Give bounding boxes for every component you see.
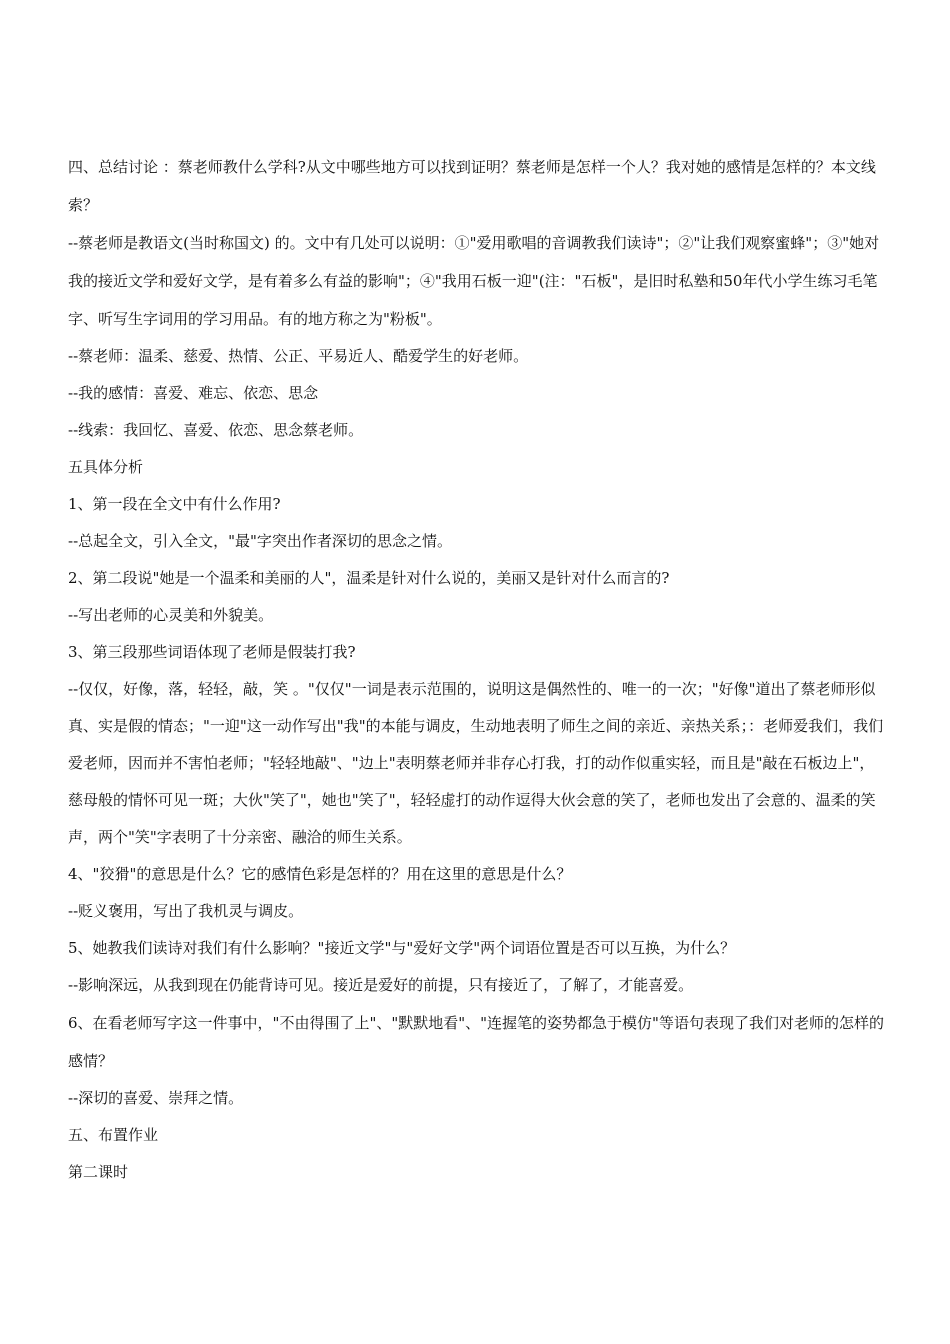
question-4: 4、"狡猾"的意思是什么？它的感情色彩是怎样的？用在这里的意思是什么？ (68, 865, 572, 883)
answer-5: --影响深远，从我到现在仍能背诗可见。接近是爱好的前提，只有接近了，了解了，才能喜爱。 (68, 976, 694, 994)
question-3: 3、第三段那些词语体现了老师是假装打我? (68, 643, 356, 661)
section-heading-homework: 五、布置作业 (68, 1126, 159, 1144)
answer-2: --写出老师的心灵美和外貌美。 (68, 606, 274, 624)
answer-4: --贬义褒用，写出了我机灵与调皮。 (68, 902, 304, 920)
answer-1: --总起全文，引入全文，"最"字突出作者深切的思念之情。 (68, 532, 452, 550)
paragraph-my-feelings: --我的感情：喜爱、难忘、依恋、思念 (68, 384, 319, 402)
paragraph-teacher-traits: --蔡老师：温柔、慈爱、热情、公正、平易近人、酷爱学生的好老师。 (68, 347, 529, 365)
answer-3: --仅仅，好像，落，轻轻，敲，笑 。"仅仅"一词是表示范围的，说明这是偶然性的、唯一的一次；"好像"道出了蔡老师形似真、实是假的情态；"一迎"这一动作写出"我"的本能与调皮，生动地表明了师生之间的亲近、亲热关系；：老师爱我们，我们爱老师，因而并不害怕老师；"轻轻地敲"、"边上"表明蔡老师并非存心打我，打的动作似重实轻，而且是"敲在石板边上"，慈母般的情怀可见一斑；大伙"笑了"，她也"笑了"，轻轻虚打的动作逗得大伙会意的笑了，老师也发出了会意的、温柔的笑声，两个"笑"字表明了十分亲密、融洽的师生关系。 (68, 680, 884, 846)
section-heading-second-lesson: 第二课时 (68, 1163, 129, 1181)
question-5: 5、她教我们读诗对我们有什么影响？"接近文学"与"爱好文学"两个词语位置是否可以互换，为什么？ (68, 939, 736, 957)
paragraph-summary-discussion: 四、总结讨论 ：蔡老师教什么学科?从文中哪些地方可以找到证明？蔡老师是怎样一个人？我对她的感情是怎样的？本文线索？ (68, 158, 876, 214)
section-heading-analysis: 五具体分析 (68, 458, 144, 476)
document-body (68, 148, 888, 1191)
question-2: 2、第二段说"她是一个温柔和美丽的人"，温柔是针对什么说的，美丽又是针对什么而言的? (68, 569, 670, 587)
question-1: 1、第一段在全文中有什么作用? (68, 495, 281, 513)
paragraph-subject-evidence: --蔡老师是教语文(当时称国文) 的。文中有几处可以说明：①"爱用歌唱的音调教我们读诗"；②"让我们观察蜜蜂"；③"她对我的接近文学和爱好文学，是有着多么有益的影响"；④"我用石板一迎"(注："石板"，是旧时私塾和50年代小学生练习毛笔字、听写生字词用的学习用品。有的地方称之为"粉板"。 (68, 234, 880, 328)
question-6: 6、在看老师写字这一件事中，"不由得围了上"、"默默地看"、"连握笔的姿势都急于模仿"等语句表现了我们对老师的怎样的感情？ (68, 1014, 884, 1070)
paragraph-clue: --线索：我回忆、喜爱、依恋、思念蔡老师。 (68, 421, 364, 439)
answer-6: --深切的喜爱、崇拜之情。 (68, 1089, 244, 1107)
